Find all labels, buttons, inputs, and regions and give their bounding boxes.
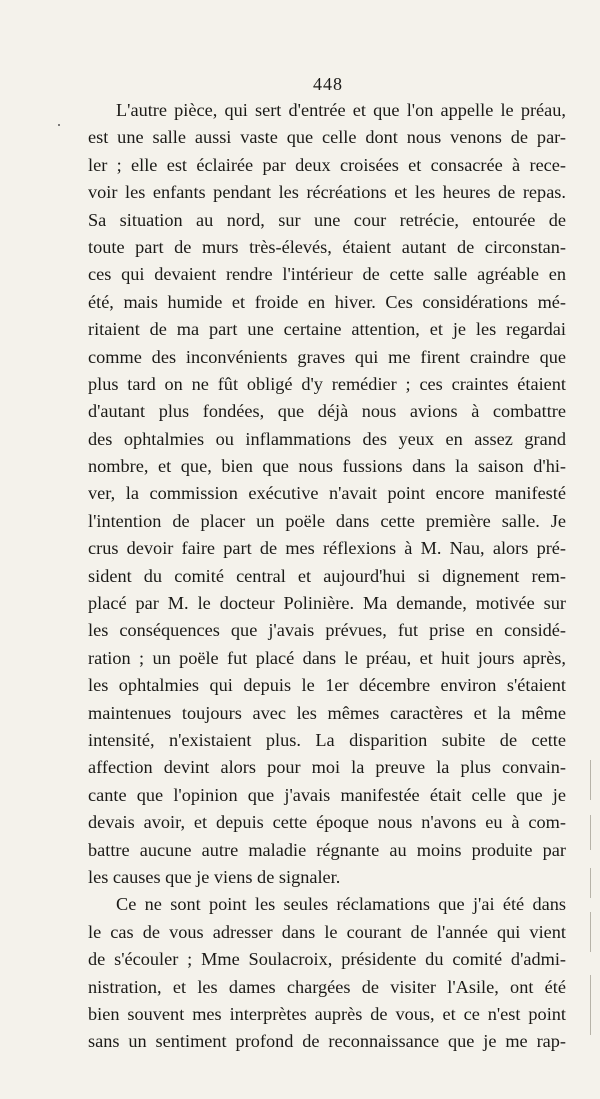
text-line: comme des inconvénients graves qui me firent craindre que [88,346,566,367]
margin-scan-line [590,815,591,850]
text-line: sans un sentiment profond de reconnaissance que je me rap- [88,1031,566,1052]
text-line: les ophtalmies qui depuis le 1er décembre environ s'étaient [88,675,566,696]
text-line: battre aucune autre maladie régnante au moins produite par [88,839,566,860]
margin-scan-line [590,912,591,952]
text-line: ler ; elle est éclairée par deux croisées et consacrée à rece- [88,154,566,175]
text-line: les causes que je viens de signaler. [88,866,341,887]
text-line: bien souvent mes interprètes auprès de vous, et ce n'est point [88,1003,566,1024]
text-line: ritaient de ma part une certaine attention, et je les regardai [88,319,566,340]
text-line: maintenues toujours avec les mêmes caractères et la même [88,702,566,723]
text-line: des ophtalmies ou inflammations des yeux en assez grand [88,428,566,449]
text-line: devais avoir, et depuis cette époque nous n'avons eu à com- [88,812,566,833]
text-line: Sa situation au nord, sur une cour retrécie, entourée de [88,209,566,230]
text-line: été, mais humide et froide en hiver. Ces considérations mé- [88,291,566,312]
text-line: nombre, et que, bien que nous fussions dans la saison d'hi- [88,456,566,477]
text-line: le cas de vous adresser dans le courant de l'année qui vient [88,921,566,942]
body-text [88,97,566,1056]
text-line: de s'écouler ; Mme Soulacroix, présidente du comité d'admi- [88,949,566,970]
text-line: toute part de murs très-élevés, étaient autant de circonstan- [88,236,566,257]
text-line: nistration, et les dames chargées de visiter l'Asile, ont été [88,976,566,997]
margin-dot [58,124,60,126]
text-line: placé par M. le docteur Polinière. Ma demande, motivée sur [88,593,566,614]
text-line: sident du comité central et aujourd'hui si dignement rem- [88,565,566,586]
text-line: Ce ne sont point les seules réclamations que j'ai été dans [116,894,566,915]
text-line: ver, la commission exécutive n'avait point encore manifesté [88,483,566,504]
text-line: L'autre pièce, qui sert d'entrée et que l'on appelle le préau, [116,100,566,120]
text-line: cante que l'opinion que j'avais manifestée était celle que je [88,784,566,805]
text-line: voir les enfants pendant les récréations et les heures de repas. [88,182,566,203]
text-line: ces qui devaient rendre l'intérieur de cette salle agréable en [88,264,566,285]
text-line: intensité, n'existaient plus. La disparition subite de cette [88,729,566,750]
text-line: l'intention de placer un poële dans cette première salle. Je [88,510,566,531]
margin-scan-line [590,760,591,800]
margin-scan-line [590,868,591,898]
text-line: ration ; un poële fut placé dans le préau, et huit jours après, [88,647,566,668]
text-line: plus tard on ne fût obligé d'y remédier ; ces craintes étaient [88,373,566,394]
text-line: est une salle aussi vaste que celle dont nous venons de par- [88,127,566,148]
text-line: affection devint alors pour moi la preuve la plus convain- [88,757,566,778]
text-line: crus devoir faire part de mes réflexions à M. Nau, alors pré- [88,538,566,559]
page-number: 448 [313,74,343,94]
text-line: les conséquences que j'avais prévues, fut prise en considé- [88,620,566,641]
margin-scan-line [590,975,591,1035]
text-line: d'autant plus fondées, que déjà nous avions à combattre [88,401,566,422]
